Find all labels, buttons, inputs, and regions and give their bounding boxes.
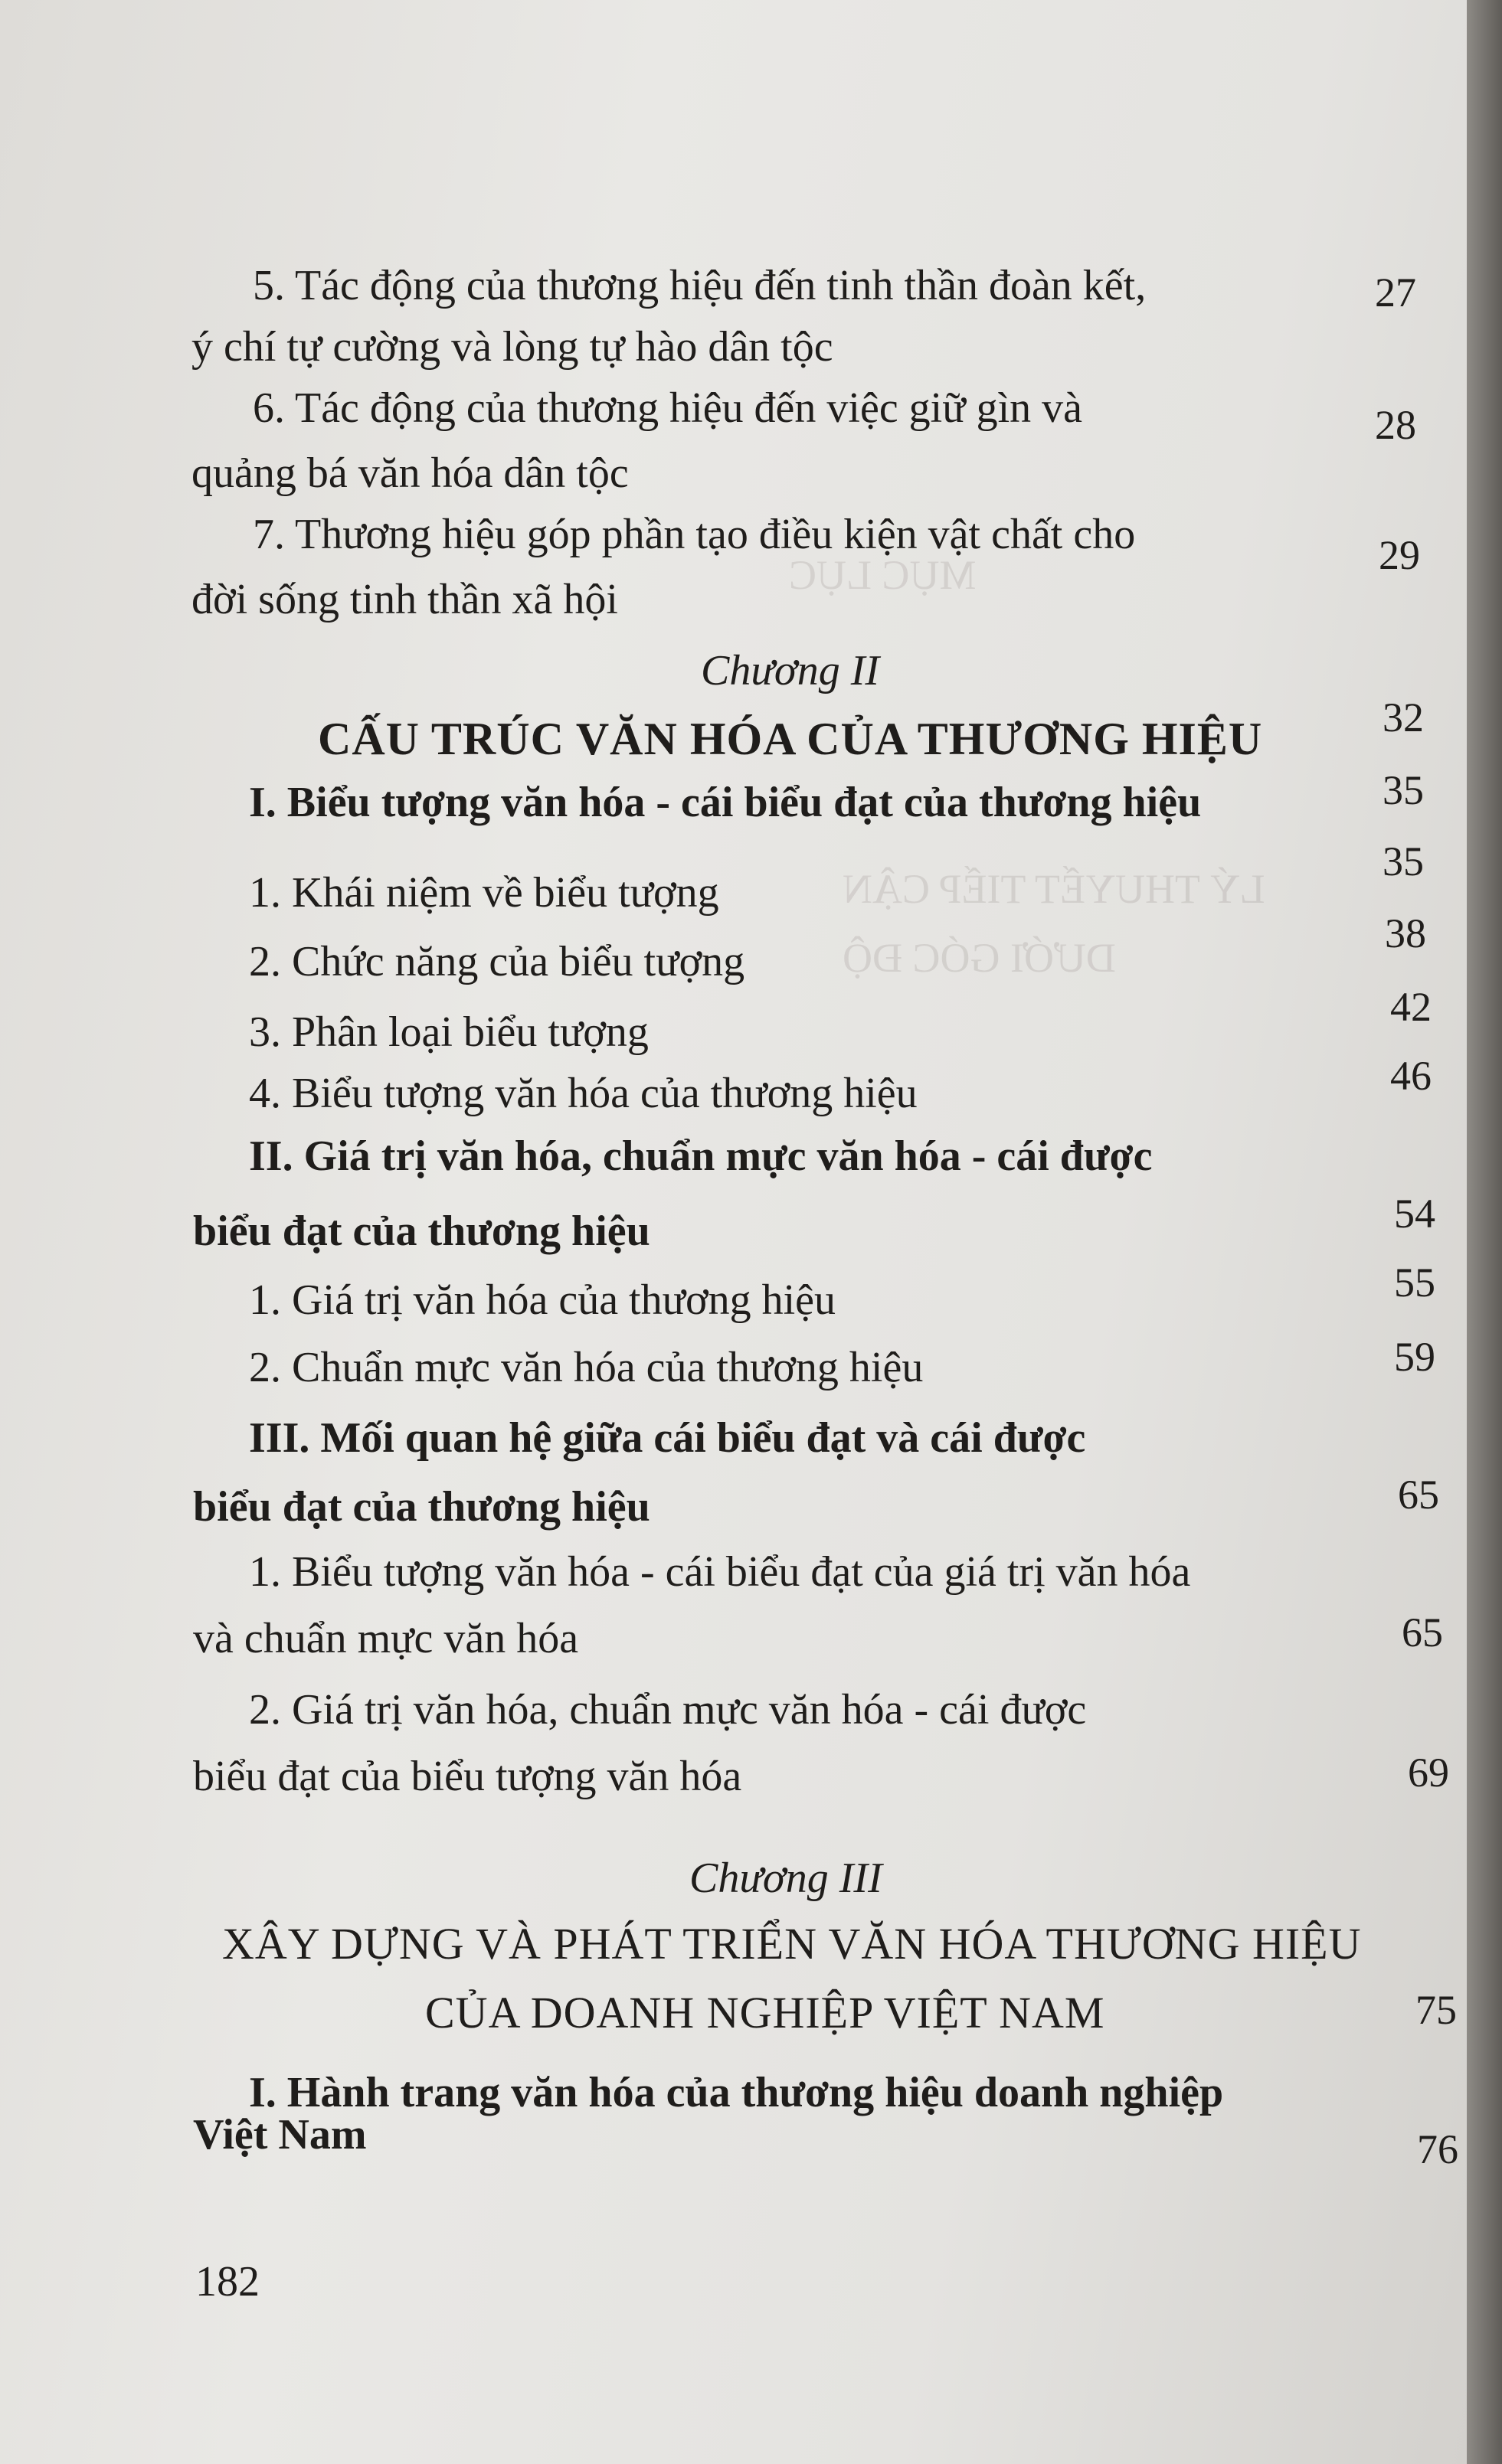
toc-entry-line: 1. Biểu tượng văn hóa - cái biểu đạt của giá trị văn hóa: [249, 1548, 1191, 1596]
toc-entry-line: và chuẩn mực văn hóa: [193, 1615, 579, 1662]
bleed-through-text: LÝ THUYẾT TIẾP CẬN: [843, 866, 1265, 912]
chapter-label: Chương II: [701, 647, 880, 694]
chapter-title: CẤU TRÚC VĂN HÓA CỦA THƯƠNG HIỆU: [318, 714, 1263, 764]
toc-entry-line: 1. Giá trị văn hóa của thương hiệu: [249, 1276, 836, 1324]
toc-page-number: 55: [1394, 1260, 1435, 1306]
toc-entry-line: 2. Giá trị văn hóa, chuẩn mực văn hóa - cái được: [249, 1686, 1087, 1734]
toc-page-number: 35: [1383, 767, 1424, 813]
toc-page-number: 38: [1385, 910, 1426, 956]
toc-entry-line: 7. Thương hiệu góp phần tạo điều kiện vật chất cho: [253, 511, 1136, 558]
toc-page-number: 59: [1394, 1334, 1435, 1380]
bleed-through-text: DƯỚI GÓC ĐỘ: [843, 935, 1116, 981]
toc-entry-line: quảng bá văn hóa dân tộc: [191, 449, 629, 497]
toc-entry-line: biểu đạt của thương hiệu: [193, 1207, 650, 1255]
toc-page-number: 76: [1417, 2126, 1458, 2172]
toc-entry-line: 3. Phân loại biểu tượng: [249, 1008, 649, 1056]
toc-entry-line: 2. Chức năng của biểu tượng: [249, 938, 745, 985]
toc-page-number: 65: [1398, 1472, 1439, 1518]
toc-entry-line: biểu đạt của biểu tượng văn hóa: [193, 1753, 742, 1800]
toc-page-number: 75: [1415, 1987, 1457, 2033]
toc-entry-line: 2. Chuẩn mực văn hóa của thương hiệu: [249, 1344, 924, 1391]
toc-entry-line: đời sống tinh thần xã hội: [191, 576, 618, 623]
toc-entry-line: I. Biểu tượng văn hóa - cái biểu đạt của thương hiệu: [249, 779, 1202, 826]
toc-page-number: 35: [1383, 838, 1424, 884]
toc-entry-line: 4. Biểu tượng văn hóa của thương hiệu: [249, 1070, 918, 1117]
toc-entry-line: 6. Tác động của thương hiệu đến việc giữ gìn và: [253, 384, 1083, 432]
toc-entry-line: 1. Khái niệm về biểu tượng: [249, 869, 719, 917]
toc-entry-line: III. Mối quan hệ giữa cái biểu đạt và cái được: [249, 1414, 1086, 1462]
toc-page-number: 27: [1375, 270, 1416, 315]
toc-entry-line: ý chí tự cường và lòng tự hào dân tộc: [191, 323, 833, 371]
toc-entry-line: Việt Nam: [193, 2111, 367, 2158]
toc-entry-line: 5. Tác động của thương hiệu đến tinh thần đoàn kết,: [253, 262, 1147, 309]
bleed-through-text: MỤC LỤC: [789, 552, 977, 598]
toc-entry-line: II. Giá trị văn hóa, chuẩn mực văn hóa - cái được: [249, 1132, 1153, 1180]
chapter-title-line: XÂY DỰNG VÀ PHÁT TRIỂN VĂN HÓA THƯƠNG HIỆU: [222, 1919, 1362, 1969]
toc-page-number: 69: [1408, 1750, 1449, 1796]
toc-page-number: 29: [1379, 532, 1420, 578]
toc-entry-line: I. Hành trang văn hóa của thương hiệu doanh nghiệp: [249, 2069, 1224, 2116]
toc-entry-line: biểu đạt của thương hiệu: [193, 1483, 650, 1531]
chapter-label: Chương III: [689, 1855, 882, 1902]
toc-page-number: 65: [1402, 1609, 1443, 1655]
page-number: 182: [195, 2258, 260, 2306]
toc-page-number: 54: [1394, 1191, 1435, 1237]
chapter-title-line: CỦA DOANH NGHIỆP VIỆT NAM: [425, 1988, 1105, 2038]
page-edge-shadow: [1467, 0, 1502, 2464]
toc-page-number: 32: [1383, 694, 1424, 740]
toc-page-number: 42: [1390, 984, 1432, 1030]
toc-page-number: 28: [1375, 402, 1416, 448]
toc-page-number: 46: [1390, 1053, 1432, 1099]
